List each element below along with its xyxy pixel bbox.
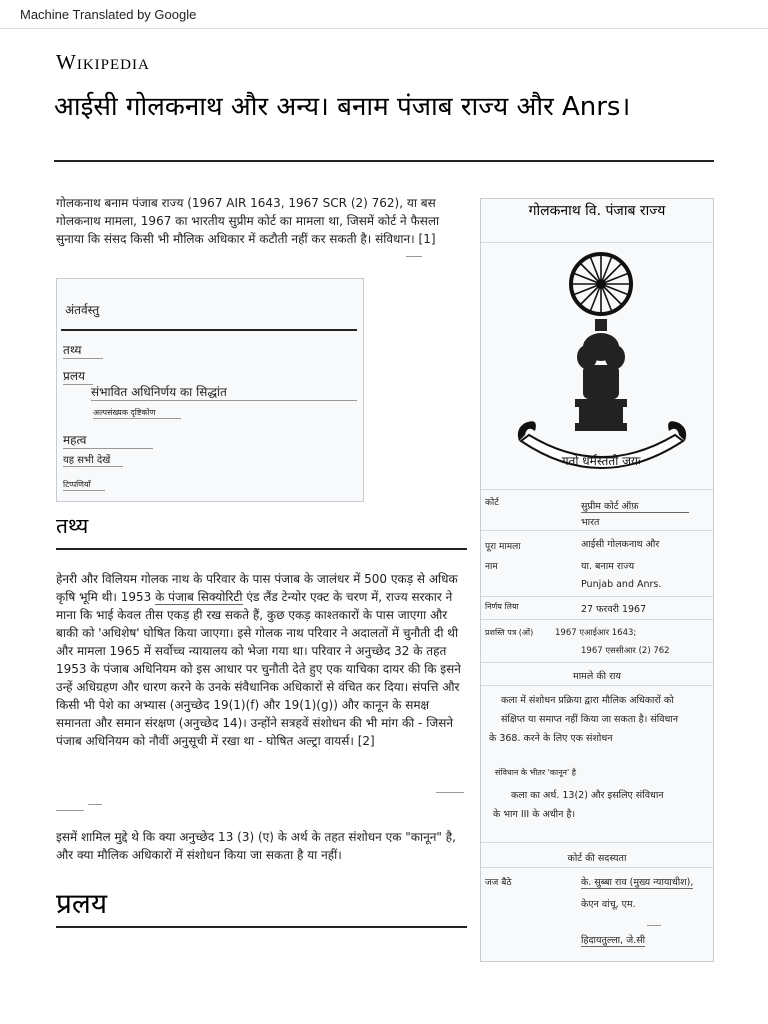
- ashoka-chakra-icon: [571, 254, 631, 314]
- judges-label: जज बैठे: [485, 878, 512, 888]
- decided-label: निर्णय लिया: [485, 602, 519, 611]
- divider-mark: [647, 925, 661, 926]
- toc-item-significance[interactable]: महत्व: [63, 431, 153, 449]
- infobox-divider: [481, 867, 713, 868]
- judgment-heading-rule: [56, 926, 467, 928]
- page-title: आईसी गोलकनाथ और अन्य। बनाम पंजाब राज्य और Anrs।: [54, 92, 631, 122]
- opinion-line-5: कला का अर्थ. 13(2) और इसलिए संविधान: [511, 790, 664, 801]
- divider-mark: [56, 810, 84, 811]
- toc-item-notes[interactable]: टिप्पणियाँ: [63, 479, 105, 491]
- infobox-title: गोलकनाथ वि. पंजाब राज्य: [528, 203, 666, 219]
- emblem-of-india-image: [515, 245, 689, 489]
- table-of-contents: [56, 278, 364, 502]
- decided-value: 27 फरवरी 1967: [581, 604, 647, 615]
- toc-item-facts[interactable]: तथ्य: [63, 341, 103, 359]
- court-value-line2[interactable]: भारत: [581, 517, 600, 528]
- court-membership-heading: कोर्ट की सदस्यता: [567, 853, 627, 864]
- full-case-label-line2: नाम: [485, 562, 498, 572]
- opinion-line-1: कला में संशोधन प्रक्रिया द्वारा मौलिक अधिकारों को: [501, 695, 674, 706]
- case-opinion-heading: मामले की राय: [573, 671, 621, 682]
- facts-text-a: हेनरी और विलियम गोलक नाथ के परिवार के पास पंजाब के जालंधर में 500 एकड़ से अधिक कृषि भूमि थी। 1953: [56, 572, 458, 604]
- facts-heading-rule: [56, 548, 467, 550]
- infobox-divider: [481, 619, 713, 620]
- full-case-label: पूरा मामला: [485, 542, 521, 552]
- infobox-divider: [481, 596, 713, 597]
- facts-heading: तथ्य: [56, 514, 89, 538]
- case-infobox: [480, 198, 714, 962]
- emblem-motto-text: यतो धर्मस्ततो जयः: [561, 454, 641, 468]
- title-divider: [54, 160, 714, 162]
- lion-capital-icon: [575, 319, 627, 431]
- full-case-value-line3: Punjab and Anrs.: [581, 579, 662, 590]
- infobox-divider: [481, 530, 713, 531]
- link-punjab-security-act[interactable]: के पंजाब सिक्योरिटी: [155, 590, 243, 604]
- toc-item-minority-view[interactable]: अल्पसंख्यक दृष्टिकोण: [93, 407, 181, 419]
- judgment-heading: प्रलय: [56, 887, 108, 920]
- divider-mark: [406, 256, 422, 257]
- full-case-value: आईसी गोलकनाथ और: [581, 539, 660, 550]
- judges-value-line1[interactable]: के. सुब्बा राव (मुख्य न्यायाधीश),: [581, 877, 694, 888]
- facts-text-b: एंड लैंड टेन्योर एक्ट के चरण में, राज्य सरकार ने माना कि भाई केवल तीस एकड़ ही रख सकते हैं, कुछ एकड़ काश्तकारों के पास जाएगा और बाकी को 'अधिशेष' घोषित किया जाएगा। इसे गोलक नाथ परिवार ने अदालतों में चुनौती दी थी और मामला 1965 में सर्वोच्च न्यायालय को भेजा गया था। परिवार ने अनुच्छेद 32 के तहत 1953 के पंजाब अधिनियम को इस आधार पर चुनौती देते हुए एक याचिका दायर की कि इसने उन्हें अधिग्रहण और धारण करने के उनके संवैधानिक अधिकारों से वंचित कर दिया। संपत्ति और किसी भी पेशे का अभ्यास (अनुच्छेद 19(1)(f) और 19(1)(g)) और कानून के समक्ष समानता और समान संरक्षण (अनुच्छेद 14)। उन्होंने सत्रहवें संशोधन की भी मांग की - जिसने पंजाब अधिनियम को नौवीं अनुसूची में रखा था - घोषित अल्ट्रा वायर्स। [2]: [56, 590, 461, 748]
- citations-value: 1967 एआईआर 1643;: [555, 628, 637, 638]
- court-value-link[interactable]: सुप्रीम कोर्ट ऑफ़: [581, 499, 689, 513]
- toc-item-prospective-overruling[interactable]: संभावित अधिनिर्णय का सिद्धांत: [91, 383, 357, 401]
- facts-paragraph-2: इसमें शामिल मुद्दे थे कि क्या अनुच्छेद 13 (3) (ए) के अर्थ के तहत संशोधन एक "कानून" है, और क्या मौलिक अधिकारों में संशोधन किया जा सकता है या नहीं।: [56, 830, 456, 862]
- opinion-line-6: के भाग III के अधीन है।: [493, 809, 576, 820]
- lead-paragraph: गोलकनाथ बनाम पंजाब राज्य (1967 AIR 1643, 1967 SCR (2) 762), या बस गोलकनाथ मामला, 1967 का भारतीय सुप्रीम कोर्ट का मामला था, जिसमें कोर्ट ने फैसला सुनाया कि संसद किसी भी मौलिक अधिकार में कटौती नहीं कर सकती है। संविधान। [1]: [56, 196, 440, 246]
- opinion-line-3: के 368. करने के लिए एक संशोधन: [489, 733, 613, 744]
- infobox-divider: [481, 685, 713, 686]
- machine-translated-banner: Machine Translated by Google: [20, 7, 197, 22]
- divider-mark: [88, 804, 102, 805]
- judges-value-line2: केएन वांचू, एम.: [581, 899, 636, 910]
- toc-item-judgment[interactable]: प्रलय: [63, 367, 93, 385]
- facts-paragraph-1: [56, 570, 466, 750]
- wikipedia-wordmark[interactable]: Wikipedia: [56, 50, 150, 74]
- opinion-line-2: संक्षिप्त या समाप्त नहीं किया जा सकता है। संविधान: [501, 714, 679, 725]
- banner-divider: [0, 28, 768, 29]
- toc-item-see-also[interactable]: यह सभी देखें: [63, 452, 123, 467]
- infobox-divider: [481, 842, 713, 843]
- citations-value-line2: 1967 एससीआर (2) 762: [581, 646, 670, 656]
- toc-heading-rule: [61, 329, 357, 331]
- full-case-value-line2: या. बनाम राज्य: [581, 561, 635, 572]
- citations-label: प्रशस्ति पत्र (ओं): [485, 628, 534, 637]
- judges-value-line3[interactable]: हिदायतुल्ला, जे.सी: [581, 935, 646, 946]
- infobox-divider: [481, 662, 713, 663]
- divider-mark: [436, 792, 464, 793]
- court-label: कोर्ट: [485, 498, 499, 508]
- infobox-divider: [481, 242, 713, 243]
- infobox-divider: [481, 489, 713, 490]
- toc-heading: अंतर्वस्तु: [65, 303, 100, 317]
- opinion-line-4: संविधान के भीतर 'कानून' है: [495, 768, 576, 777]
